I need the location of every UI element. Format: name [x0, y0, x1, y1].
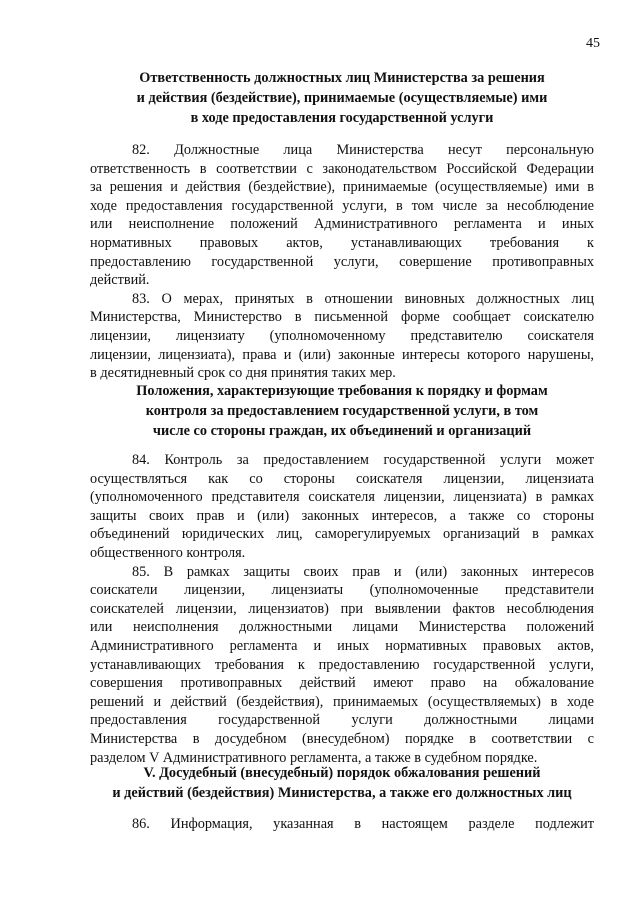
text-line: Министерства, Министерство в письменной форме сообщает соискателю: [90, 309, 594, 326]
paragraphs-84-85: [90, 451, 594, 767]
text-line: предоставлению государственной услуги, совершение противоправных: [90, 253, 594, 270]
heading-line: V. Досудебный (внесудебный) порядок обжалования решений: [143, 765, 541, 781]
text-line: защиты своих прав и (или) законных интересов, а также со стороны: [90, 507, 594, 524]
text-line: соискателей лицензии, лицензиатов) при выявлении фактов несоблюдения: [90, 600, 594, 617]
text-line: 82. Должностные лица Министерства несут персональную: [132, 142, 594, 158]
text-line: или неисполнение положений Административного регламента и иных: [90, 216, 594, 233]
text-line: общественного контроля.: [90, 544, 246, 561]
text-line: в десятидневный срок со дня принятия таких мер.: [90, 365, 396, 382]
heading-line: и действия (бездействие), принимаемые (осуществляемые) ими: [136, 90, 548, 106]
heading-line: числе со стороны граждан, их объединений и организаций: [152, 423, 532, 439]
text-line: решений и действий (бездействия), принимаемых (осуществляемых) в ходе: [90, 693, 594, 710]
heading-line: в ходе предоставления государственной услуги: [190, 110, 494, 126]
heading-line: Ответственность должностных лиц Министерства за решения: [139, 70, 545, 86]
text-line: ходе предоставления государственной услуги, в том числе за несоблюдение: [90, 197, 594, 214]
text-line: 86. Информация, указанная в настоящем разделе подлежит: [132, 816, 594, 832]
heading-line: Положения, характеризующие требования к порядку и формам: [136, 383, 548, 399]
text-line: соискатели лицензии, лицензиаты (уполномоченные представители: [90, 582, 594, 599]
text-line: лицензии, лицензиату (уполномоченному представителю соискателя: [90, 327, 594, 344]
paragraphs-82-83: [90, 141, 594, 383]
section-heading-control: [88, 381, 596, 441]
paragraph-86: [90, 815, 594, 834]
text-line: за решения и действия (бездействие), принимаемые (осуществляемые) ими в: [90, 179, 594, 196]
text-line: 83. О мерах, принятых в отношении виновных должностных лиц: [132, 290, 594, 307]
text-line: нормативных правовых актов, устанавливающих требования к: [90, 234, 594, 251]
text-line: ответственность в соответствии с законодательством Российской Федерации: [90, 160, 594, 177]
page-number: 45: [586, 36, 600, 51]
text-line: Административного регламента и иных нормативных правовых актов,: [90, 637, 594, 654]
text-line: 84. Контроль за предоставлением государственной услуги может: [132, 452, 594, 468]
text-line: лицензии, лицензиата), права и (или) законные интересы которого нарушены,: [90, 346, 594, 363]
text-line: устанавливающих требования к предоставлению государственной услуги,: [90, 656, 594, 673]
text-line: совершения противоправных действий имеют право на обжалование: [90, 675, 594, 692]
text-line: объединений юридических лиц, саморегулируемых организаций в рамках: [90, 526, 594, 543]
text-line: действий.: [90, 272, 150, 289]
text-line: 85. В рамках защиты своих прав и (или) законных интересов: [132, 563, 594, 580]
text-line: (уполномоченного представителя соискателя лицензии, лицензиата) в рамках: [90, 489, 594, 506]
heading-line: и действий (бездействия) Министерства, а также его должностных лиц: [112, 785, 572, 801]
text-line: осуществляться как со стороны соискателя лицензии, лицензиата: [90, 470, 594, 487]
heading-line: контроля за предоставлением государственной услуги, в том: [145, 403, 539, 419]
section-heading-appeal: [88, 763, 596, 803]
section-heading-responsibility: [88, 68, 596, 128]
text-line: Министерства в досудебном (внесудебном) порядке в соответствии с: [90, 730, 594, 747]
text-line: разделом V Административного регламента, а также в судебном порядке.: [90, 749, 538, 766]
text-line: предоставления государственной услуги должностными лицами: [90, 712, 594, 729]
text-line: или неисполнения должностными лицами Министерства положений: [90, 619, 594, 636]
